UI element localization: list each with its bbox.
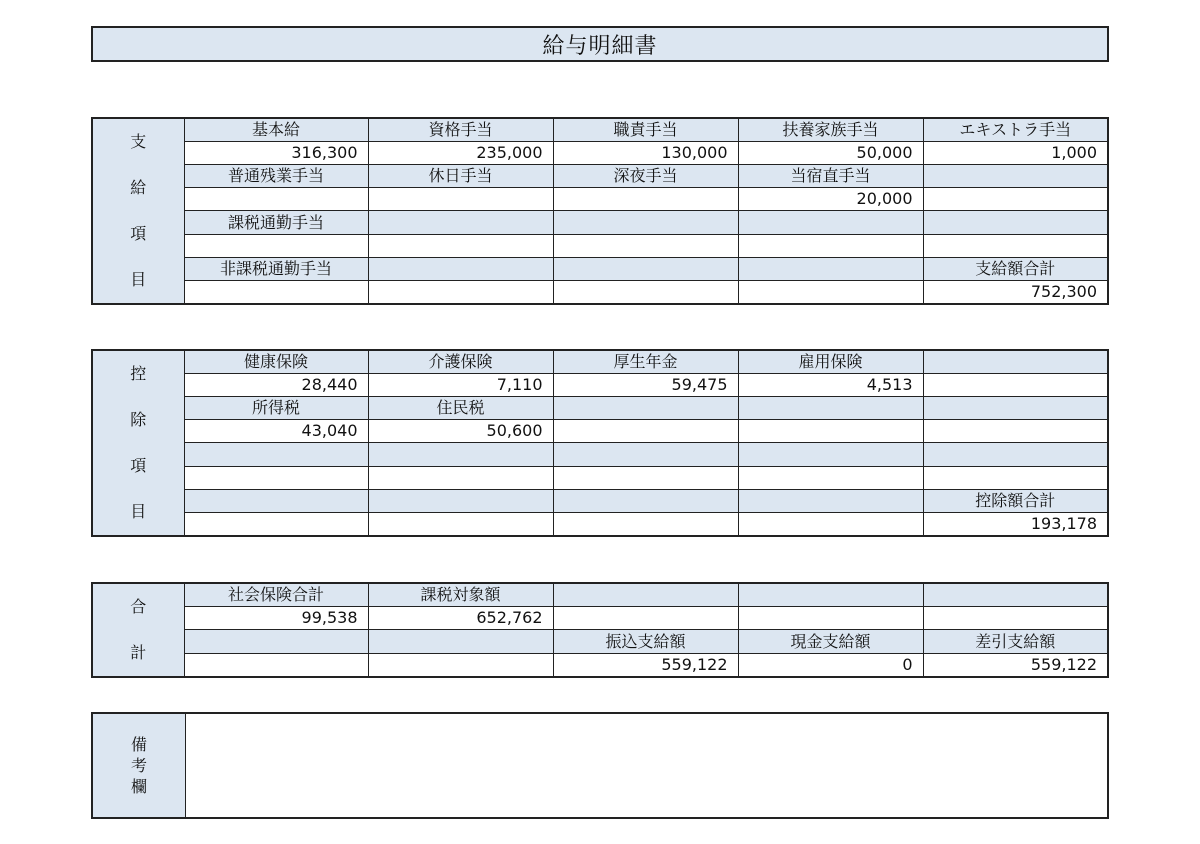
deductions-side-char: 除 [130, 410, 147, 429]
payments-item-label [368, 257, 553, 280]
remarks-side-label [93, 714, 186, 817]
deductions-item-amount[interactable] [553, 420, 738, 443]
payments-item-amount[interactable] [553, 280, 738, 304]
deductions-label-row [92, 443, 1108, 466]
payments-item-label: 非課税通勤手当 [184, 257, 368, 280]
deductions-value-row [92, 420, 1108, 443]
payments-item-label: 職責手当 [553, 118, 738, 142]
deductions-item-label [184, 489, 368, 512]
document-title-text: 給与明細書 [542, 33, 658, 59]
deductions-item-label [368, 443, 553, 466]
payments-value-row [92, 142, 1108, 165]
payments-item-label [553, 211, 738, 234]
payments-item-amount[interactable] [184, 280, 368, 304]
payments-item-amount[interactable] [553, 234, 738, 257]
totals-item-amount[interactable] [738, 607, 923, 630]
document-title [91, 26, 1109, 62]
payments-item-amount[interactable] [368, 234, 553, 257]
deductions-label-row [92, 350, 1108, 374]
payments-item-amount[interactable] [923, 188, 1108, 211]
deductions-item-amount[interactable] [923, 374, 1108, 397]
payments-item-amount[interactable]: 50,000 [738, 142, 923, 165]
payments-item-label: 支給額合計 [923, 257, 1108, 280]
payments-item-label [923, 211, 1108, 234]
payments-item-amount[interactable]: 1,000 [923, 142, 1108, 165]
deductions-side-char: 項 [130, 456, 147, 475]
totals-item-label [184, 630, 368, 653]
deductions-side-label [92, 350, 184, 536]
payments-label-row [92, 118, 1108, 142]
deductions-item-amount[interactable] [368, 512, 553, 536]
deductions-item-amount[interactable]: 7,110 [368, 374, 553, 397]
deductions-item-amount[interactable]: 193,178 [923, 512, 1108, 536]
payments-side-char: 給 [130, 178, 147, 197]
deductions-item-amount[interactable]: 50,600 [368, 420, 553, 443]
totals-side-label [92, 583, 184, 677]
deductions-item-amount[interactable] [184, 466, 368, 489]
totals-item-label [923, 583, 1108, 607]
totals-side-char: 合 [130, 597, 147, 616]
deductions-item-label [553, 443, 738, 466]
payments-item-amount[interactable]: 130,000 [553, 142, 738, 165]
deductions-item-label [368, 489, 553, 512]
payments-item-label [553, 257, 738, 280]
payments-item-amount[interactable]: 316,300 [184, 142, 368, 165]
totals-item-amount[interactable]: 0 [738, 653, 923, 677]
payments-item-label: 休日手当 [368, 165, 553, 188]
deductions-item-label [923, 350, 1108, 374]
deductions-item-amount[interactable] [923, 466, 1108, 489]
payments-side-char: 項 [130, 224, 147, 243]
totals-item-amount[interactable]: 559,122 [923, 653, 1108, 677]
deductions-item-label [923, 397, 1108, 420]
deductions-item-label: 所得税 [184, 397, 368, 420]
totals-item-label [553, 583, 738, 607]
totals-item-label: 現金支給額 [738, 630, 923, 653]
payments-item-amount[interactable] [368, 280, 553, 304]
deductions-item-label [923, 443, 1108, 466]
payments-item-amount[interactable]: 752,300 [923, 280, 1108, 304]
payments-item-label: 深夜手当 [553, 165, 738, 188]
deductions-item-label: 住民税 [368, 397, 553, 420]
totals-item-amount[interactable]: 652,762 [368, 607, 553, 630]
deductions-value-row [92, 466, 1108, 489]
deductions-item-amount[interactable] [738, 420, 923, 443]
totals-label-row [92, 583, 1108, 607]
remarks-side-char: 考 [130, 756, 147, 775]
totals-value-row [92, 607, 1108, 630]
payments-item-label: エキストラ手当 [923, 118, 1108, 142]
totals-item-amount[interactable]: 559,122 [553, 653, 738, 677]
totals-label-row [92, 630, 1108, 653]
totals-item-label: 社会保険合計 [184, 583, 368, 607]
deductions-table [91, 349, 1109, 537]
deductions-item-amount[interactable] [553, 512, 738, 536]
payments-item-label: 当宿直手当 [738, 165, 923, 188]
payments-table [91, 117, 1109, 305]
deductions-item-label: 介護保険 [368, 350, 553, 374]
payments-label-row [92, 165, 1108, 188]
payments-label-row [92, 257, 1108, 280]
deductions-item-label: 健康保険 [184, 350, 368, 374]
payments-item-amount[interactable] [923, 234, 1108, 257]
totals-item-amount[interactable] [184, 653, 368, 677]
deductions-item-amount[interactable]: 4,513 [738, 374, 923, 397]
deductions-item-amount[interactable] [184, 512, 368, 536]
payments-item-label: 資格手当 [368, 118, 553, 142]
remarks-content[interactable] [186, 714, 1107, 817]
deductions-item-amount[interactable] [738, 512, 923, 536]
payments-item-amount[interactable] [184, 188, 368, 211]
totals-item-amount[interactable]: 99,538 [184, 607, 368, 630]
totals-item-label: 課税対象額 [368, 583, 553, 607]
payments-side-char: 目 [130, 270, 147, 289]
payments-item-label [923, 165, 1108, 188]
deductions-item-amount[interactable]: 43,040 [184, 420, 368, 443]
deductions-item-amount[interactable] [553, 466, 738, 489]
payments-item-label: 基本給 [184, 118, 368, 142]
deductions-item-label [553, 397, 738, 420]
remarks-section [91, 712, 1109, 819]
payments-label-row [92, 211, 1108, 234]
totals-item-label: 振込支給額 [553, 630, 738, 653]
deductions-item-label [738, 489, 923, 512]
payments-item-amount[interactable] [368, 188, 553, 211]
payments-side-char: 支 [130, 132, 147, 151]
payments-item-label: 普通残業手当 [184, 165, 368, 188]
payments-item-amount[interactable]: 20,000 [738, 188, 923, 211]
payments-item-amount[interactable] [738, 234, 923, 257]
totals-item-label [738, 583, 923, 607]
payments-item-label [738, 257, 923, 280]
deductions-side-char: 目 [130, 502, 147, 521]
payments-value-row [92, 234, 1108, 257]
totals-item-label: 差引支給額 [923, 630, 1108, 653]
payments-item-label [368, 211, 553, 234]
payments-side-label [92, 118, 184, 304]
payments-item-amount[interactable] [184, 234, 368, 257]
deductions-item-amount[interactable]: 59,475 [553, 374, 738, 397]
payments-item-label: 課税通勤手当 [184, 211, 368, 234]
totals-item-label [368, 630, 553, 653]
payments-value-row [92, 188, 1108, 211]
deductions-item-amount[interactable]: 28,440 [184, 374, 368, 397]
totals-side-char: 計 [130, 643, 147, 662]
payments-item-amount[interactable]: 235,000 [368, 142, 553, 165]
deductions-item-amount[interactable] [923, 420, 1108, 443]
deductions-item-label: 控除額合計 [923, 489, 1108, 512]
payments-value-row [92, 280, 1108, 304]
deductions-label-row [92, 489, 1108, 512]
remarks-side-char: 備 [130, 735, 147, 754]
deductions-item-label [738, 397, 923, 420]
payments-item-label [738, 211, 923, 234]
totals-value-row [92, 653, 1108, 677]
deductions-value-row [92, 512, 1108, 536]
deductions-item-amount[interactable] [738, 466, 923, 489]
totals-item-amount[interactable] [553, 607, 738, 630]
deductions-label-row [92, 397, 1108, 420]
deductions-item-amount[interactable] [368, 466, 553, 489]
payments-item-amount[interactable] [553, 188, 738, 211]
deductions-item-label: 厚生年金 [553, 350, 738, 374]
remarks-side-char: 欄 [130, 777, 147, 796]
totals-item-amount[interactable] [368, 653, 553, 677]
deductions-item-label [738, 443, 923, 466]
totals-table [91, 582, 1109, 678]
deductions-value-row [92, 374, 1108, 397]
deductions-item-label: 雇用保険 [738, 350, 923, 374]
totals-item-amount[interactable] [923, 607, 1108, 630]
deductions-item-label [553, 489, 738, 512]
payments-item-amount[interactable] [738, 280, 923, 304]
payments-item-label: 扶養家族手当 [738, 118, 923, 142]
deductions-item-label [184, 443, 368, 466]
deductions-side-char: 控 [130, 364, 147, 383]
